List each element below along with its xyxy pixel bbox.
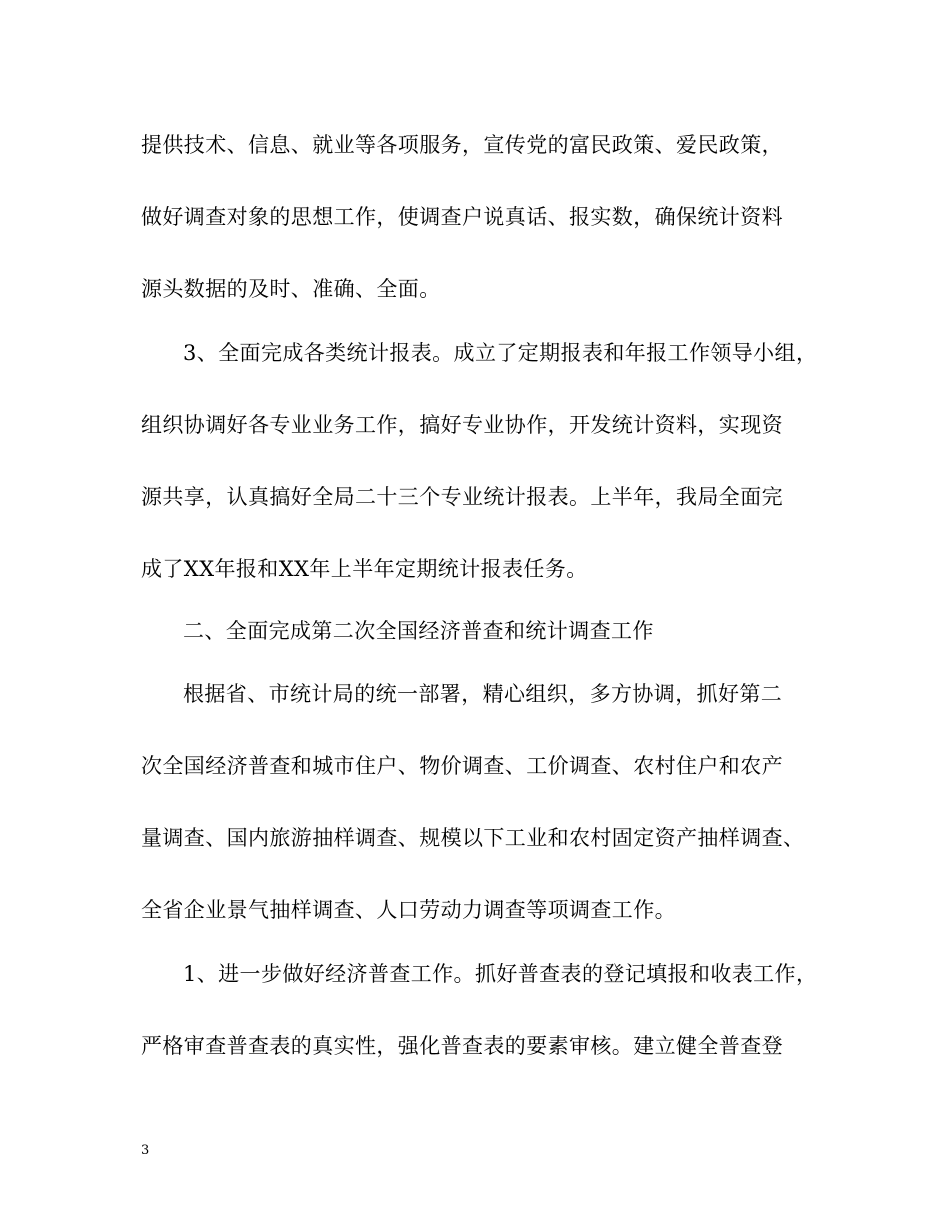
section-heading: 二、全面完成第二次全国经济普查和统计调查工作 [183, 619, 654, 643]
text-line: 次全国经济普查和城市住户、物价调查、工价调查、农村住户和农产 [141, 754, 783, 778]
text-line: 量调查、国内旅游抽样调查、规模以下工业和农村固定资产抽样调查、 [141, 826, 805, 850]
paragraph-heading-line: 3、全面完成各类统计报表。成立了定期报表和年报工作领导小组， [183, 341, 818, 365]
text-line: 成了XX年报和XX年上半年定期统计报表任务。 [141, 557, 588, 581]
text-line: 源头数据的及时、准确、全面。 [141, 277, 441, 301]
text-line: 提供技术、信息、就业等各项服务，宣传党的富民政策、爱民政策， [141, 133, 783, 157]
text-line: 全省企业景气抽样调查、人口劳动力调查等项调查工作。 [141, 898, 676, 922]
paragraph-heading-line: 1、进一步做好经济普查工作。抓好普查表的登记填报和收表工作， [183, 962, 818, 986]
text-line: 做好调查对象的思想工作，使调查户说真话、报实数，确保统计资料 [141, 205, 783, 229]
text-line: 严格审查普查表的真实性，强化普查表的要素审核。建立健全普查登 [141, 1034, 783, 1058]
paragraph-first-line: 根据省、市统计局的统一部署，精心组织，多方协调，抓好第二 [183, 682, 783, 706]
text-line: 源共享，认真搞好全局二十三个专业统计报表。上半年，我局全面完 [141, 485, 783, 509]
text-line: 组织协调好各专业业务工作，搞好专业协作，开发统计资料，实现资 [141, 413, 783, 437]
page-number: 3 [141, 1143, 150, 1158]
